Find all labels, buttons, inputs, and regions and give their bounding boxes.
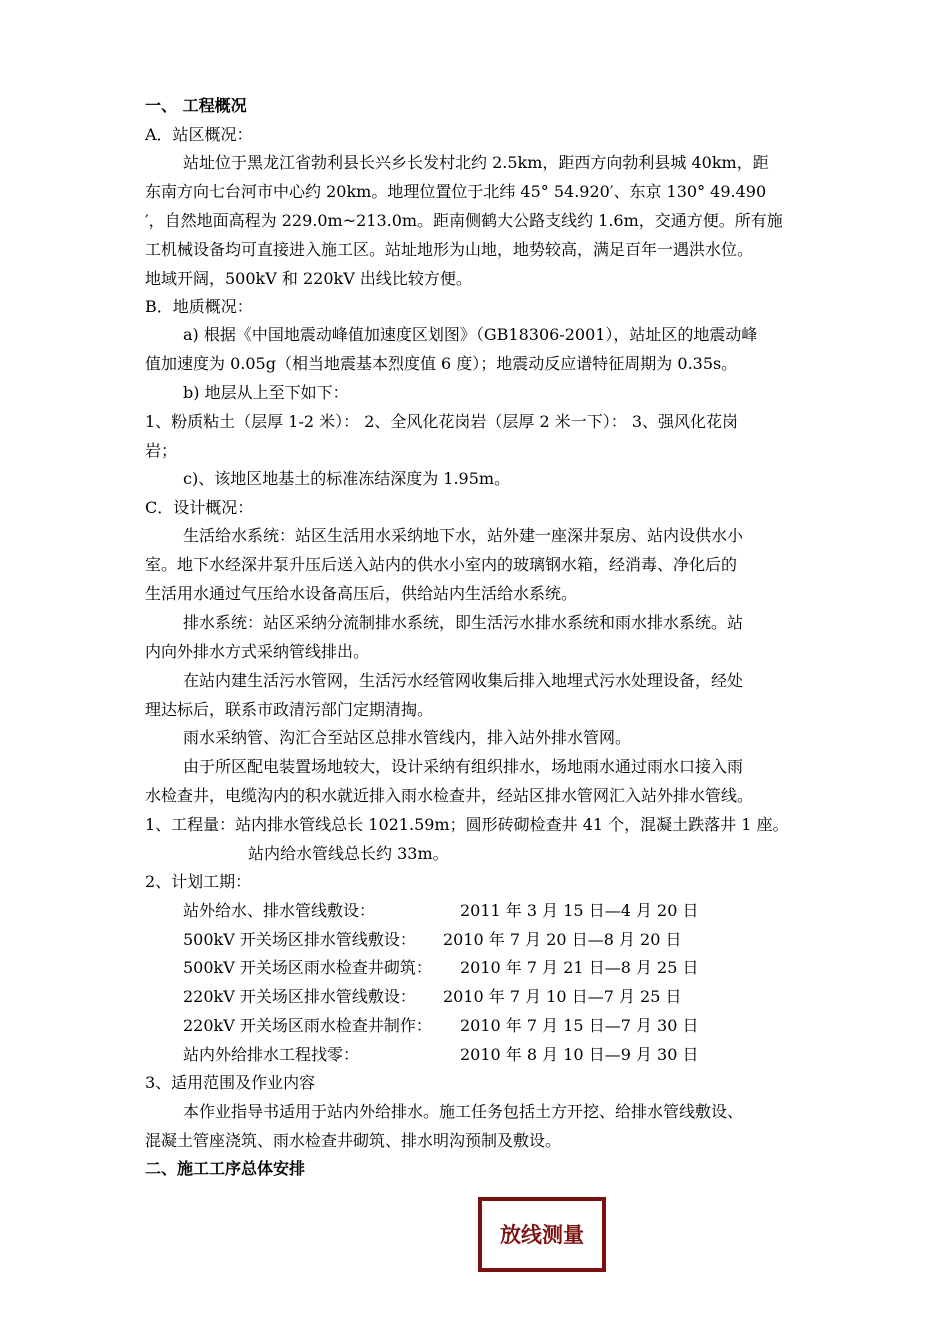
schedule-item-date: 2010 年 7 月 21 日—8 月 25 日 [460,958,699,977]
paragraph-line: 生活用水通过气压给水设备高压后，供给站内生活给水系统。 [145,584,578,603]
paragraph-line: 工机械设备均可直接进入施工区。站址地形为山地，地势较高，满足百年一遇洪水位。 [145,240,754,259]
flowchart-step-box [478,1197,606,1272]
paragraph-line: ′，自然地面高程为 229.0m~213.0m。距南侧鹤大公路支线约 1.6m，交通方便。所有施 [145,211,783,230]
schedule-item-label: 220kV 开关场区排水管线敷设： [183,987,416,1006]
paragraph-line: 本作业指导书适用于站内外给排水。施工任务包括土方开挖、给排水管线敷设、 [183,1102,744,1121]
schedule-item-date: 2010 年 7 月 10 日—7 月 25 日 [443,987,682,1006]
section-heading-1: 一、 工程概况 [145,96,247,115]
subsection-title-b: B．地质概况： [145,297,253,316]
paragraph-line: 室。地下水经深井泵升压后送入站内的供水小室内的玻璃钢水箱，经消毒、净化后的 [145,555,738,574]
schedule-title: 2、计划工期： [145,872,252,891]
schedule-item-label: 500kV 开关场区排水管线敷设： [183,930,416,949]
flowchart-step-label: 放线测量 [500,1223,584,1247]
schedule-item-label: 站内外给排水工程找零： [183,1045,360,1064]
paragraph-line: a) 根据《中国地震动峰值加速度区划图》（GB18306-2001），站址区的地震动峰 [183,325,758,344]
paragraph-line: 雨水采纳管、沟汇合至站区总排水管线内，排入站外排水管网。 [183,728,632,747]
paragraph-line: 岩； [145,441,178,460]
paragraph-line: 生活给水系统：站区生活用水采纳地下水，站外建一座深井泵房、站内设供水小 [183,526,744,545]
paragraph-line: 由于所区配电装置场地较大，设计采纳有组织排水，场地雨水通过雨水口接入雨 [183,757,744,776]
schedule-item-date: 2010 年 7 月 15 日—7 月 30 日 [460,1016,699,1035]
subsection-title-c: C．设计概况： [145,498,254,517]
schedule-item-date: 2010 年 7 月 20 日—8 月 20 日 [443,930,682,949]
scope-title: 3、适用范围及作业内容 [145,1073,316,1092]
paragraph-line: 在站内建生活污水管网，生活污水经管网收集后排入地埋式污水处理设备，经处 [183,671,744,690]
paragraph-line: b) 地层从上至下如下： [183,383,349,402]
schedule-item-label: 站外给水、排水管线敷设： [183,901,376,920]
schedule-item-label: 220kV 开关场区雨水检查井制作： [183,1016,432,1035]
paragraph-line: 排水系统：站区采纳分流制排水系统，即生活污水排水系统和雨水排水系统。站 [183,613,744,632]
quantities-line: 1、工程量：站内排水管线总长 1021.59m；圆形砖砌检查井 41 个，混凝土跌落井 1 座。 [145,815,789,834]
paragraph-line: 站址位于黑龙江省勃利县长兴乡长发村北约 2.5km，距西方向勃利县城 40km，距 [183,153,769,172]
subsection-title-a: A．站区概况： [145,125,253,144]
paragraph-line: 东南方向七台河市中心约 20km。地理位置位于北纬 45° 54.920′、东京 130° 49.490 [145,182,767,201]
paragraph-line: 水检查井，电缆沟内的积水就近排入雨水检查井，经站区排水管网汇入站外排水管线。 [145,786,754,805]
paragraph-line: 混凝土管座浇筑、雨水检查井砌筑、排水明沟预制及敷设。 [145,1131,562,1150]
paragraph-line: 理达标后，联系市政清污部门定期清掏。 [145,700,434,719]
schedule-item-label: 500kV 开关场区雨水检查井砌筑： [183,958,432,977]
schedule-item-date: 2010 年 8 月 10 日—9 月 30 日 [460,1045,699,1064]
paragraph-line: 地域开阔，500kV 和 220kV 出线比较方便。 [145,269,472,288]
schedule-item-date: 2011 年 3 月 15 日—4 月 20 日 [460,901,699,920]
paragraph-line: c)、该地区地基土的标准冻结深度为 1.95m。 [183,469,511,488]
paragraph-line: 值加速度为 0.05g（相当地震基本烈度值 6 度）；地震动反应谱特征周期为 0.35s。 [145,354,738,373]
paragraph-line: 内向外排水方式采纳管线排出。 [145,642,370,661]
quantities-line: 站内给水管线总长约 33m。 [248,844,449,863]
paragraph-line: 1、粉质粘土（层厚 1-2 米）： 2、全风化花岗岩（层厚 2 米一下）： 3、强风化花岗 [145,412,739,431]
section-heading-2: 二、施工工序总体安排 [145,1159,306,1178]
